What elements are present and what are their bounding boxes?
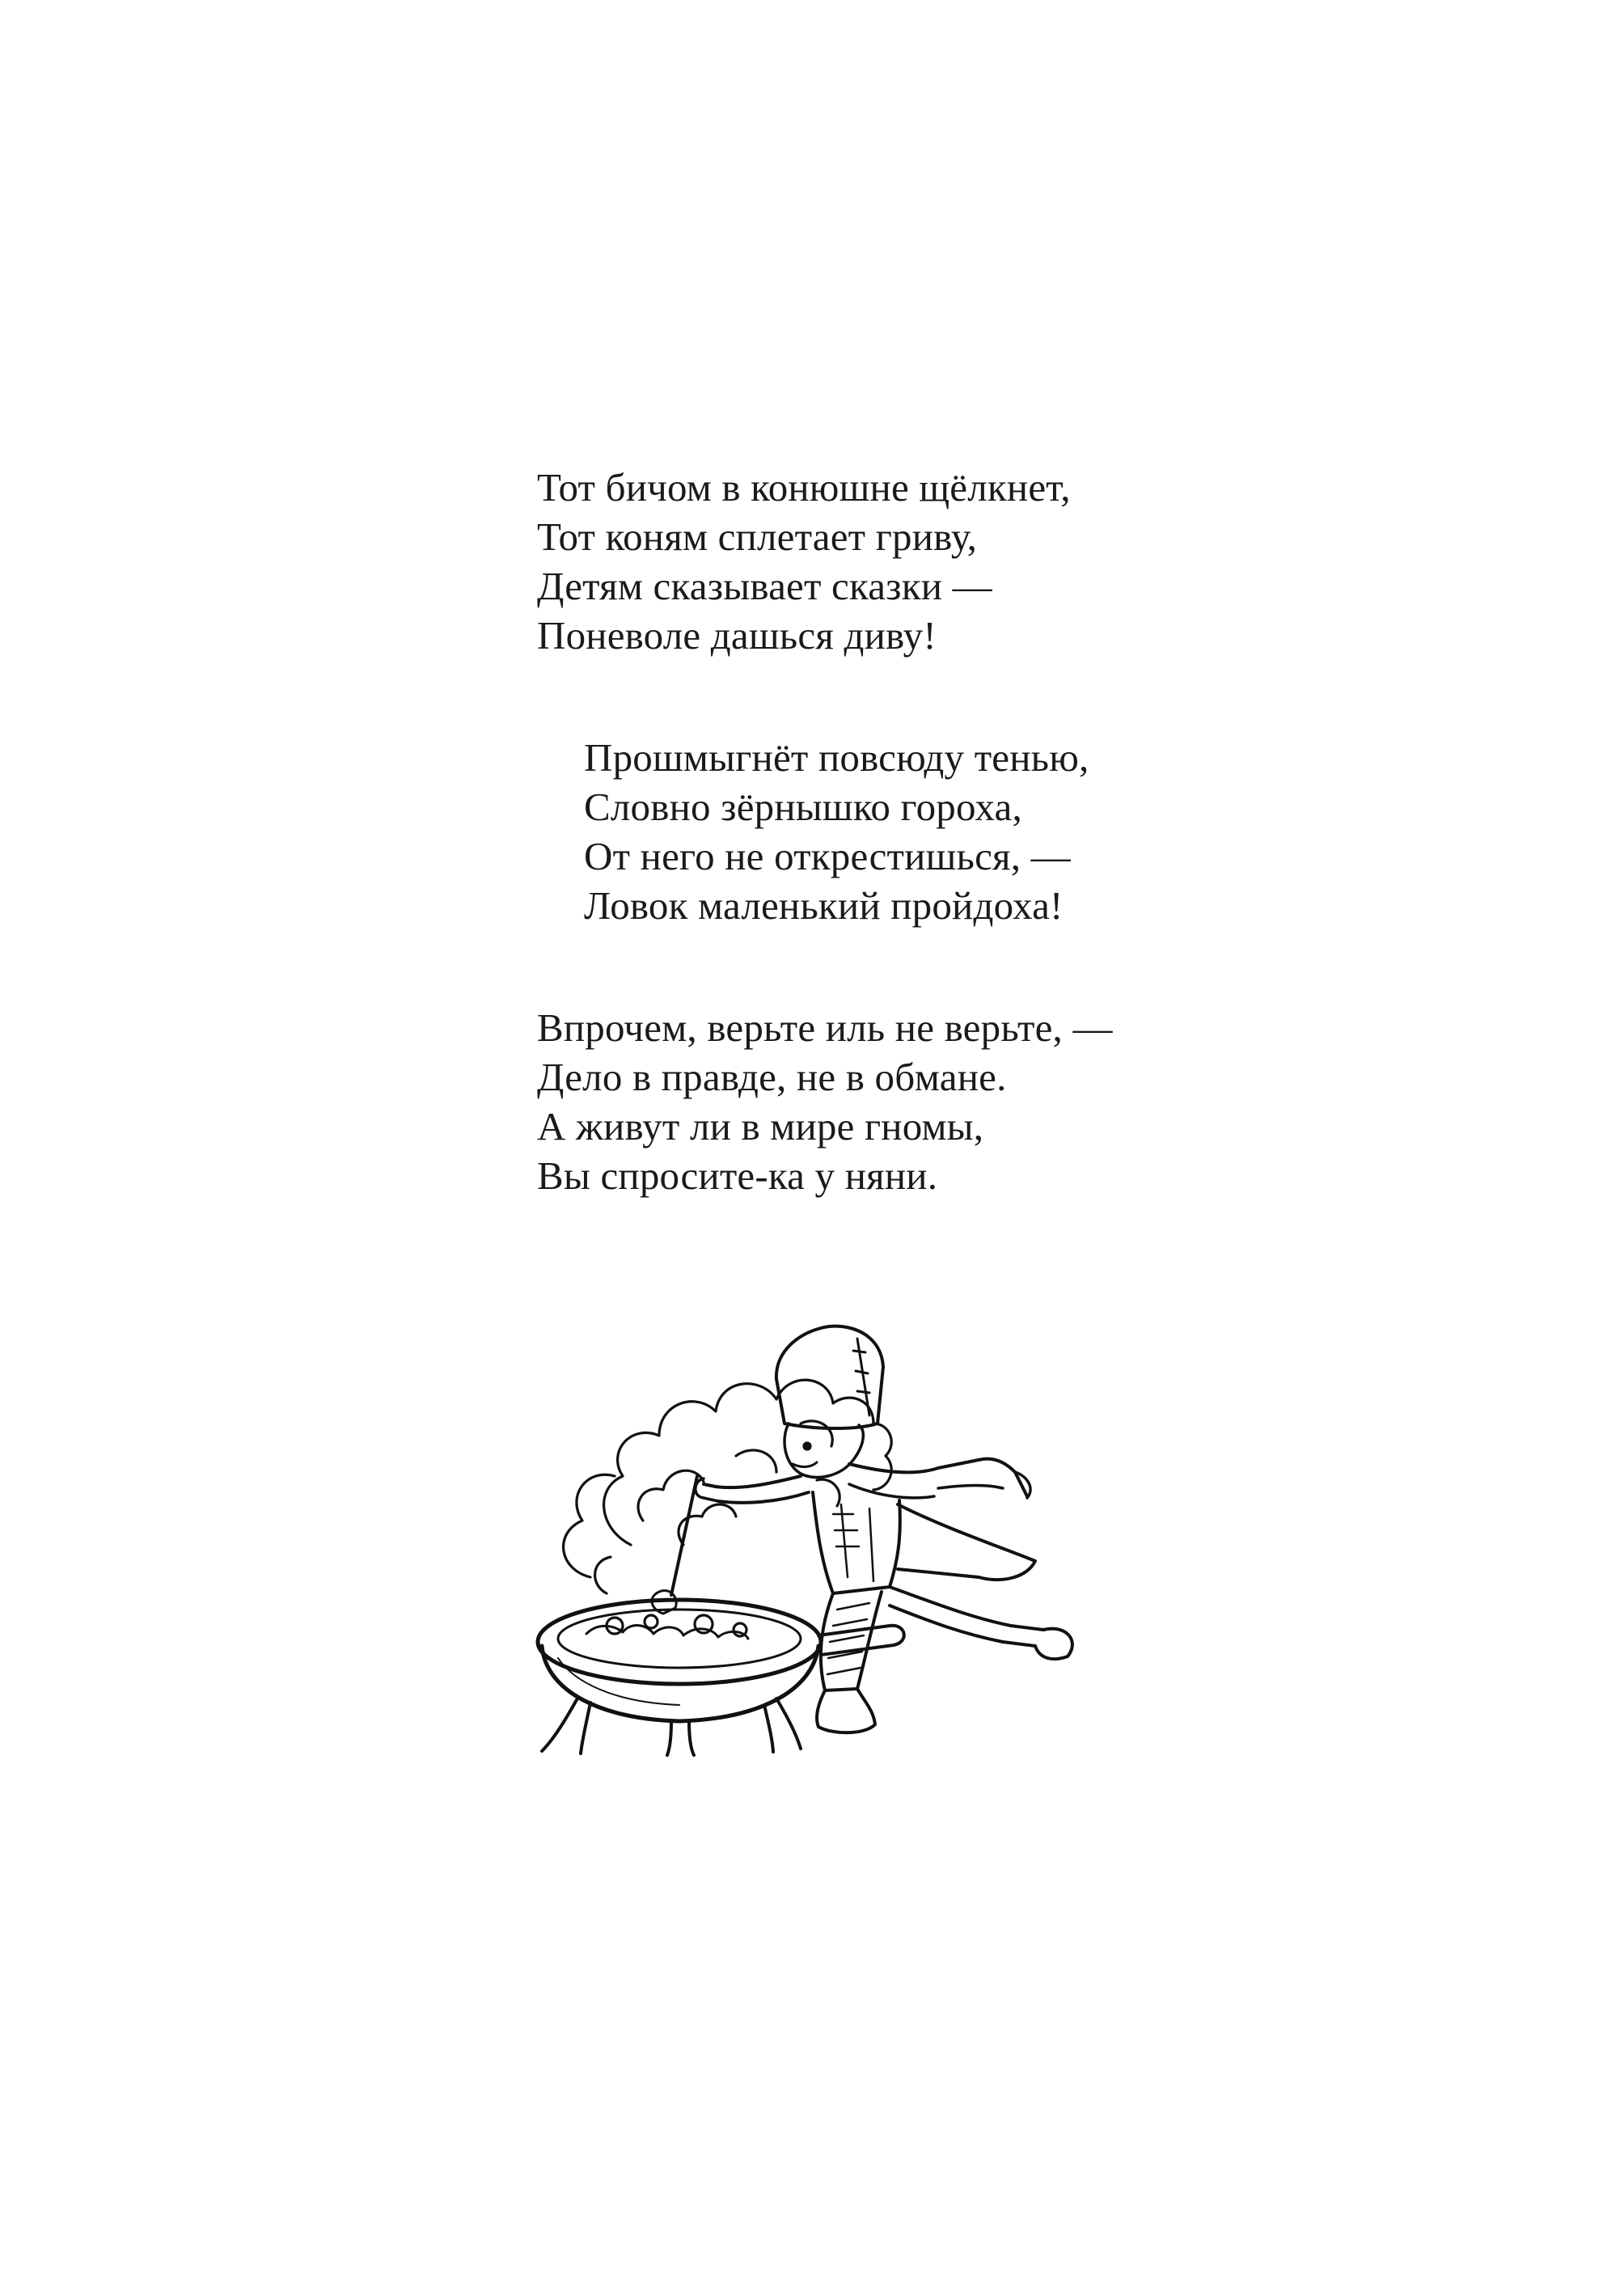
ladle (652, 1476, 697, 1614)
verse-line: Тот коням сплетает гриву, (537, 514, 978, 559)
verse-line: Впрочем, верьте иль не верьте, — (537, 1005, 1113, 1050)
verse-line: Вы спросите-ка у няни. (537, 1153, 938, 1198)
stanza-2 (537, 733, 1184, 930)
gnome-cauldron-illustration (510, 1302, 1140, 1763)
stanza-1 (537, 463, 1184, 660)
verse-line: Поневоле дашься диву! (537, 613, 937, 658)
verse-line: Детям сказывает сказки — (537, 564, 992, 608)
verse-line: А живут ли в мире гномы, (537, 1104, 984, 1149)
verse-line: Тот бичом в конюшне щёлкнет, (537, 465, 1071, 510)
verse-line: От него не открестишься, — (584, 834, 1071, 878)
verse-line: Ловок маленький пройдоха! (584, 883, 1064, 928)
gnome-figure (696, 1326, 1072, 1732)
poem (537, 463, 1184, 1273)
verse-line: Словно зёрнышко гороха, (584, 785, 1022, 829)
stanza-3 (537, 1003, 1184, 1200)
verse-line: Дело в правде, не в обмане. (537, 1055, 1007, 1099)
verse-line: Прошмыгнёт повсюду тенью, (584, 735, 1089, 780)
